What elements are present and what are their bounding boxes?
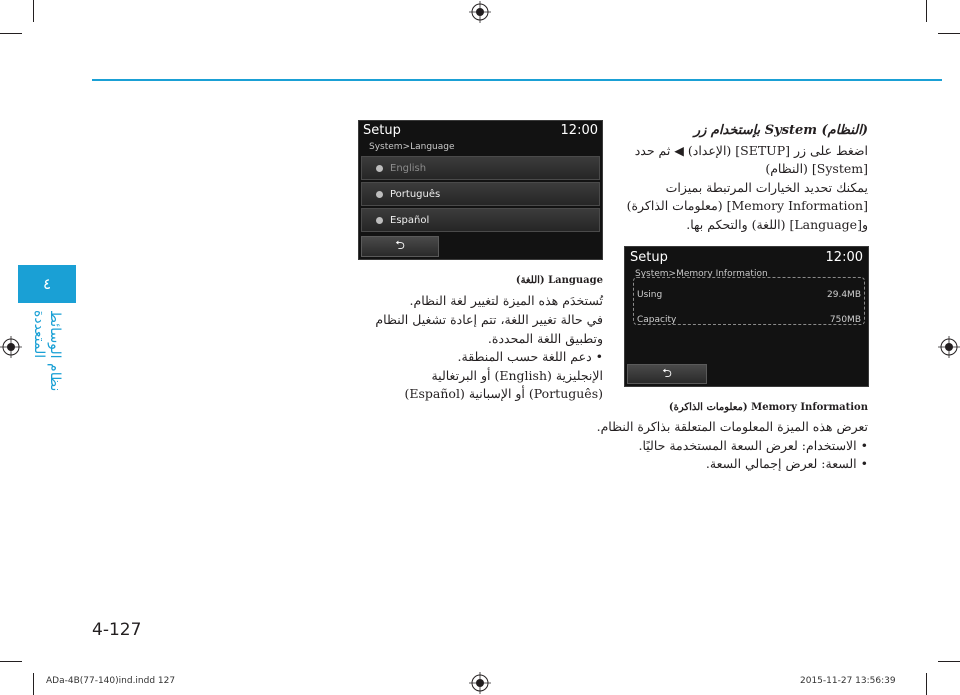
crop-mark (0, 661, 22, 662)
registration-mark-icon (469, 672, 491, 694)
screen-title: Setup (630, 249, 668, 265)
crop-mark (33, 673, 34, 695)
memory-line: تعرض هذه الميزة المعلومات المتعلقة بذاكرة النظام. (596, 419, 868, 434)
screen-clock: 12:00 (560, 122, 598, 138)
crop-mark (926, 0, 927, 22)
screen-title: Setup (363, 122, 401, 138)
language-caption: Language (اللغة) (515, 275, 603, 286)
crop-mark (938, 33, 960, 34)
system-heading: (النظام) System بإستخدام زر (693, 123, 868, 138)
language-line: وتطبيق اللغة المحددة. (487, 331, 603, 346)
chapter-number: ٤ (42, 275, 52, 293)
memory-line: • الاستخدام: لعرض السعة المستخدمة حاليًا. (638, 438, 868, 453)
language-option-english[interactable] (361, 156, 600, 180)
crop-mark (938, 661, 960, 662)
system-line: و[Language] (اللغة) والتحكم بها. (686, 217, 868, 232)
memory-row-using (637, 290, 861, 300)
chapter-title: نظام الوسائط المتعددة (31, 310, 63, 392)
system-line: [Memory Information] (معلومات الذاكرة) (626, 198, 868, 213)
radio-dot-icon (376, 191, 383, 198)
footer-filename: ADa-4B(77-140)ind.indd 127 (46, 676, 176, 686)
registration-mark-icon (938, 336, 960, 358)
radio-dot-icon (376, 165, 383, 172)
language-screen (358, 120, 603, 260)
system-line: يمكنك تحديد الخيارات المرتبطة بميزات (665, 180, 868, 195)
crop-mark (33, 0, 34, 22)
back-button[interactable] (361, 236, 439, 257)
memory-label: Capacity (637, 315, 677, 325)
footer-timestamp: 2015-11-27 13:56:39 (800, 676, 896, 686)
registration-mark-icon (469, 1, 491, 23)
language-line: الإنجليزية (English) أو البرتغالية (431, 368, 603, 383)
language-line: تُستخدَم هذه الميزة لتغيير لغة النظام. (409, 293, 603, 308)
memory-line: • السعة: لعرض إجمالي السعة. (705, 456, 868, 471)
language-line: في حالة تغيير اللغة، تتم إعادة تشغيل النظام (375, 312, 603, 327)
memory-label: Using (637, 290, 663, 300)
language-option-portugues[interactable] (361, 182, 600, 206)
screen-header (359, 121, 602, 139)
memory-row-capacity (637, 315, 861, 325)
memory-value: 750MB (829, 315, 861, 325)
top-rule (92, 79, 942, 81)
language-label: English (390, 162, 427, 174)
system-line: اضغط على زر [SETUP] (الإعداد) ◀ ثم حدد (634, 143, 868, 158)
screen-header (625, 248, 868, 266)
memory-value: 29.4MB (827, 290, 861, 300)
language-label: Português (390, 188, 441, 200)
screen-clock: 12:00 (825, 249, 863, 265)
breadcrumb: System>Language (369, 142, 455, 152)
language-label: Español (390, 214, 430, 226)
memory-caption: Memory Information (معلومات الذاكرة) (668, 402, 868, 413)
breadcrumb: System>Memory Information (635, 269, 768, 279)
page-number: 4-127 (92, 620, 142, 640)
language-line: • دعم اللغة حسب المنطقة. (457, 349, 603, 364)
memory-info-screen (624, 246, 869, 387)
language-line: (Português) أو الإسبانية (Español) (404, 386, 603, 401)
language-option-espanol[interactable] (361, 208, 600, 232)
system-line: [System] (النظام) (765, 161, 868, 176)
back-button[interactable] (627, 364, 707, 384)
chapter-tab (18, 265, 76, 303)
crop-mark (926, 673, 927, 695)
back-arrow-icon: ⮌ (395, 238, 405, 252)
radio-dot-icon (376, 217, 383, 224)
registration-mark-icon (0, 336, 22, 358)
crop-mark (0, 33, 22, 34)
back-arrow-icon: ⮌ (662, 365, 672, 380)
